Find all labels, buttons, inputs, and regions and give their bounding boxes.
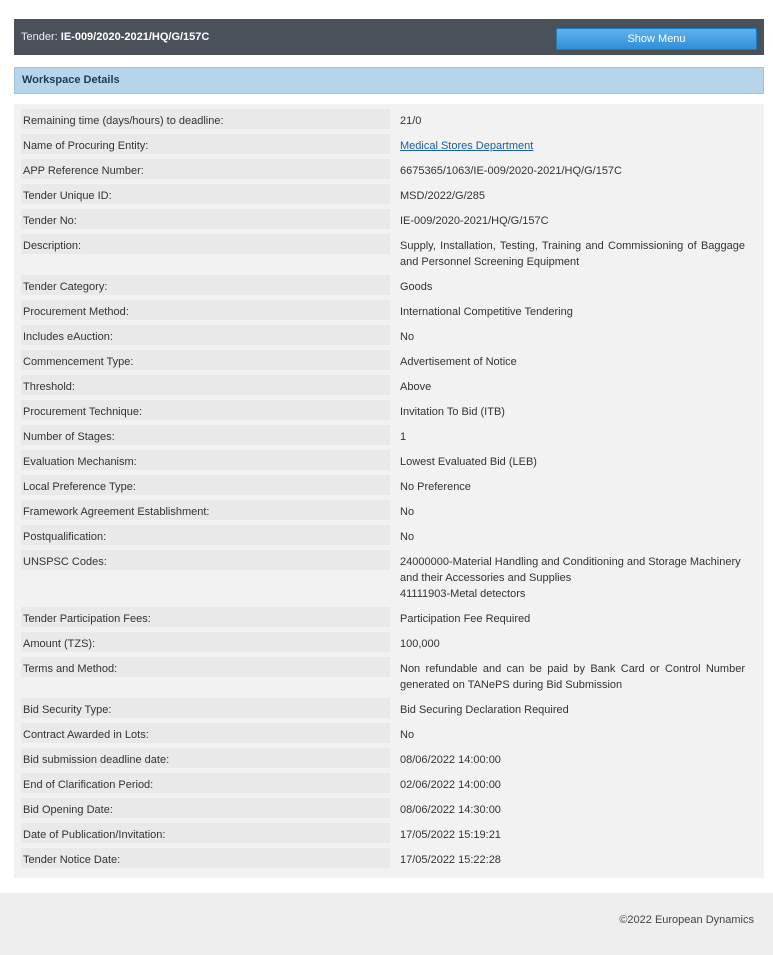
- details-panel: [14, 104, 764, 878]
- detail-label: Name of Procuring Entity:: [21, 134, 390, 154]
- detail-label: Tender Participation Fees:: [21, 607, 390, 627]
- detail-value: 1: [400, 431, 407, 443]
- tender-title: [21, 31, 209, 43]
- detail-value: Bid Securing Declaration Required: [400, 704, 569, 716]
- detail-value: Goods: [400, 281, 433, 293]
- detail-label: APP Reference Number:: [21, 159, 390, 179]
- detail-value: No: [400, 531, 415, 543]
- detail-label: Tender No:: [21, 209, 390, 229]
- footer: [0, 893, 773, 955]
- detail-value: 08/06/2022 14:00:00: [400, 754, 501, 766]
- detail-value: 17/05/2022 15:22:28: [400, 854, 501, 866]
- detail-value: 6675365/1063/IE-009/2020-2021/HQ/G/157C: [400, 165, 622, 177]
- detail-label: Local Preference Type:: [21, 475, 390, 495]
- detail-label: Contract Awarded in Lots:: [21, 723, 390, 743]
- top-bar: [14, 19, 764, 55]
- detail-value: Lowest Evaluated Bid (LEB): [400, 456, 537, 468]
- detail-value: 21/0: [400, 115, 422, 127]
- detail-value: 08/06/2022 14:30:00: [400, 804, 501, 816]
- detail-label: Tender Unique ID:: [21, 184, 390, 204]
- detail-label: Amount (TZS):: [21, 632, 390, 652]
- detail-value: IE-009/2020-2021/HQ/G/157C: [400, 215, 549, 227]
- workspace-details-header: Workspace Details: [14, 67, 764, 94]
- detail-label: Postqualification:: [21, 525, 390, 545]
- detail-label: Remaining time (days/hours) to deadline:: [21, 109, 390, 129]
- detail-label: Threshold:: [21, 375, 390, 395]
- detail-value: MSD/2022/G/285: [400, 190, 485, 202]
- detail-label: Framework Agreement Establishment:: [21, 500, 390, 520]
- detail-value: No: [400, 729, 415, 741]
- show-menu-button[interactable]: Show Menu: [556, 28, 757, 50]
- detail-value: Participation Fee Required: [400, 613, 531, 625]
- detail-value: International Competitive Tendering: [400, 306, 573, 318]
- detail-label: Tender Category:: [21, 275, 390, 295]
- detail-label: End of Clarification Period:: [21, 773, 390, 793]
- copyright-text: ©2022 European Dynamics: [619, 914, 754, 926]
- detail-value: No Preference: [400, 481, 471, 493]
- detail-value: No: [400, 331, 415, 343]
- detail-label: Terms and Method:: [21, 657, 390, 677]
- detail-label: Procurement Method:: [21, 300, 390, 320]
- tender-prefix: Tender:: [21, 31, 58, 43]
- detail-label: Bid Opening Date:: [21, 798, 390, 818]
- detail-value: Advertisement of Notice: [400, 356, 517, 368]
- detail-label: Bid submission deadline date:: [21, 748, 390, 768]
- detail-value: 100,000: [400, 638, 440, 650]
- detail-value: 24000000-Material Handling and Conditioning and Storage Machinery and their Accessories and Supplies 41111903-Metal detectors: [400, 556, 741, 600]
- detail-label: Procurement Technique:: [21, 400, 390, 420]
- detail-value: 17/05/2022 15:19:21: [400, 829, 501, 841]
- detail-value-wrap: [400, 134, 745, 154]
- detail-label: UNSPSC Codes:: [21, 550, 390, 570]
- detail-label: Tender Notice Date:: [21, 848, 390, 868]
- detail-label: Includes eAuction:: [21, 325, 390, 345]
- detail-label: Number of Stages:: [21, 425, 390, 445]
- detail-value: Above: [400, 381, 432, 393]
- detail-value: Supply, Installation, Testing, Training and Commissioning of Baggage and Personnel Screening Equipment: [400, 240, 745, 268]
- detail-value: No: [400, 506, 415, 518]
- detail-label: Bid Security Type:: [21, 698, 390, 718]
- tender-number: IE-009/2020-2021/HQ/G/157C: [60, 31, 210, 43]
- detail-label: Date of Publication/Invitation:: [21, 823, 390, 843]
- detail-value: Non refundable and can be paid by Bank Card or Control Number generated on TANePS during Bid Submission: [400, 663, 745, 691]
- detail-label: Description:: [21, 234, 390, 254]
- detail-value: Invitation To Bid (ITB): [400, 406, 505, 418]
- detail-value: 02/06/2022 14:00:00: [400, 779, 501, 791]
- detail-label: Commencement Type:: [21, 350, 390, 370]
- detail-label: Evaluation Mechanism:: [21, 450, 390, 470]
- procuring-entity-link[interactable]: Medical Stores Department: [400, 140, 534, 152]
